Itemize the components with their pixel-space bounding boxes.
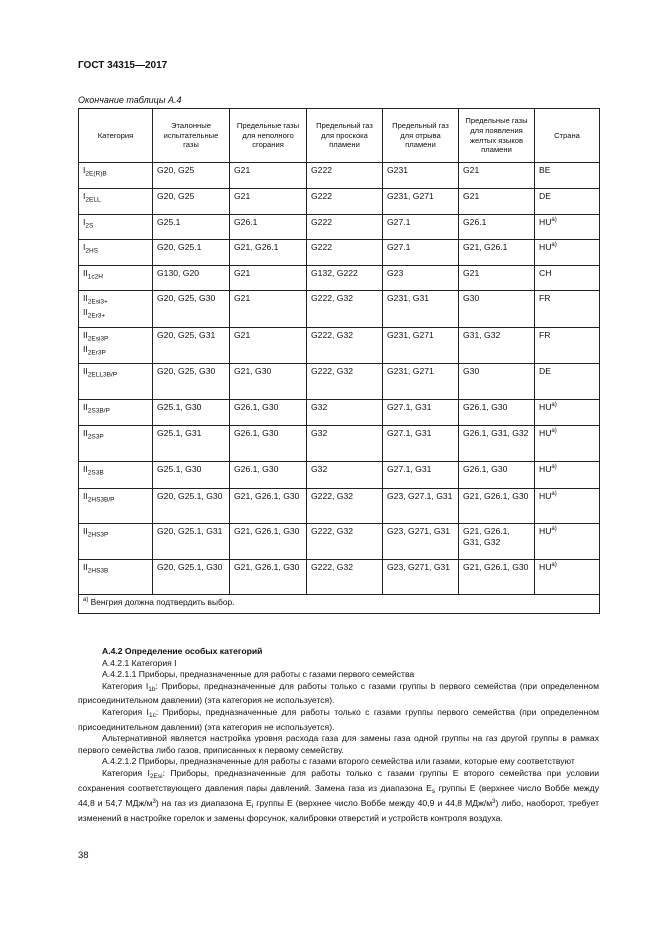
category-subscript: 2ELL3B/P [87, 371, 118, 379]
category-base: I [83, 217, 86, 227]
category-code [83, 562, 148, 576]
category-subscript: 1c2H [87, 273, 103, 281]
country-cell [535, 400, 600, 426]
incomplete-combustion-cell: G26.1, G30 [230, 400, 307, 426]
flame-lift-cell: G27.1, G31 [383, 462, 459, 489]
yellow-tip-cell: G21 [459, 189, 535, 215]
col-header-country: Страна [535, 109, 600, 163]
category-base: II [83, 562, 88, 572]
country-footnote-mark: a) [551, 526, 557, 533]
col-header-yellow-tip: Предельные газы для появления желтых языков пламени [459, 109, 535, 163]
footnote-mark: a) [83, 597, 89, 604]
country-cell [535, 163, 600, 189]
text-run: группы E (верхнее число Воббе между 44,8 и 54,7 МДж/м [78, 782, 599, 809]
category-code [83, 165, 148, 179]
country-code: HU [539, 217, 552, 227]
reference-gases-cell: G25.1, G30 [153, 400, 230, 426]
paragraph [78, 681, 599, 707]
table-row [79, 215, 600, 240]
category-code [83, 217, 148, 231]
category-code [83, 402, 148, 416]
flame-lift-cell: G27.1, G31 [383, 426, 459, 462]
category-base: I [83, 191, 86, 201]
category-cell [79, 524, 153, 560]
text-run: : Приборы, предназначенные для работы только с газами группы первого семейства (при определенном присоединительном давлении) (эта категория не используется). [78, 706, 600, 732]
category-base: II [83, 343, 88, 354]
reference-gases-cell: G130, G20 [153, 266, 230, 291]
text-run: Категория I [102, 680, 149, 691]
category-base: II [83, 428, 88, 438]
flame-lift-cell: G27.1, G31 [383, 400, 459, 426]
text-run: Категория I [102, 767, 150, 778]
light-back-cell: G222, G32 [307, 489, 383, 524]
category-base: II [83, 526, 88, 536]
country-code: FR [539, 330, 551, 340]
table-row [79, 489, 600, 524]
category-base: I [83, 165, 86, 175]
table-header-row [79, 109, 600, 163]
yellow-tip-cell: G21, G26.1, G31, G32 [459, 524, 535, 560]
category-cell [79, 215, 153, 240]
table-caption: Окончание таблицы А.4 [78, 95, 182, 105]
page-number: 38 [78, 850, 89, 861]
category-cell [79, 240, 153, 266]
category-subscript: 2S3B/P [87, 407, 110, 415]
category-base: II [83, 491, 88, 501]
country-cell [535, 426, 600, 462]
category-cell [79, 400, 153, 426]
country-cell [535, 328, 600, 364]
yellow-tip-cell: G26.1, G31, G32 [459, 426, 535, 462]
light-back-cell: G222, G32 [307, 291, 383, 328]
col-header-incomplete-combustion: Предельные газы для неполного сгорания [230, 109, 307, 163]
category-cell [79, 364, 153, 400]
category-code [83, 366, 148, 380]
flame-lift-cell: G23, G271, G31 [383, 524, 459, 560]
table-row [79, 400, 600, 426]
incomplete-combustion-cell: G21, G26.1 [230, 240, 307, 266]
subscript: i [251, 803, 254, 811]
category-cell [79, 489, 153, 524]
col-header-light-back: Предельный газ для проскока пламени [307, 109, 383, 163]
country-code: HU [539, 428, 552, 438]
incomplete-combustion-cell: G21 [230, 328, 307, 364]
category-code [83, 242, 148, 256]
flame-lift-cell: G231 [383, 163, 459, 189]
category-code [83, 526, 148, 540]
footnote-text: Венгрия должна подтвердить выбор. [90, 597, 235, 607]
category-subscript: 2HS [85, 247, 99, 255]
country-cell [535, 524, 600, 560]
category-code [83, 491, 148, 505]
category-base: II [83, 268, 88, 278]
category-cell [79, 328, 153, 364]
category-base: II [83, 366, 88, 376]
yellow-tip-cell: G21, G26.1 [459, 240, 535, 266]
light-back-cell: G222 [307, 163, 383, 189]
flame-lift-cell: G27.1 [383, 240, 459, 266]
country-code: HU [539, 464, 552, 474]
country-code: HU [539, 526, 552, 536]
flame-lift-cell: G231, G271 [383, 328, 459, 364]
incomplete-combustion-cell: G26.1, G30 [230, 462, 307, 489]
country-cell [535, 462, 600, 489]
yellow-tip-cell: G30 [459, 291, 535, 328]
category-code [83, 191, 148, 205]
subscript: 2Esi [149, 772, 163, 780]
country-cell [535, 266, 600, 291]
category-subscript: 2Esi3+ [87, 298, 108, 306]
reference-gases-cell: G20, G25, G30 [153, 291, 230, 328]
category-cell [79, 426, 153, 462]
category-subscript: 2Er3P [87, 349, 106, 357]
text-run: Категория I [102, 706, 149, 717]
table-row [79, 560, 600, 595]
country-code: HU [539, 562, 552, 572]
reference-gases-cell: G20, G25 [153, 189, 230, 215]
category-subscript: 2HS3B/P [87, 496, 115, 504]
category-cell [79, 163, 153, 189]
country-code: CH [539, 268, 552, 278]
col-header-reference-gases: Эталонные испытательные газы [153, 109, 230, 163]
reference-gases-cell: G20, G25 [153, 163, 230, 189]
flame-lift-cell: G231, G271 [383, 189, 459, 215]
reference-gases-cell: G20, G25.1, G30 [153, 560, 230, 595]
category-subscript: 2ELL [85, 196, 101, 204]
category-subscript: 2E(R)B [85, 170, 107, 178]
category-code [83, 268, 148, 282]
country-footnote-mark: a) [551, 402, 557, 409]
col-header-flame-lift: Предельный газ для отрыва пламени [383, 109, 459, 163]
table-row [79, 462, 600, 489]
category-code [83, 293, 148, 307]
table-row [79, 266, 600, 291]
category-code [83, 428, 148, 442]
incomplete-combustion-cell: G21, G26.1, G30 [230, 489, 307, 524]
light-back-cell: G222 [307, 215, 383, 240]
category-base: II [83, 293, 88, 303]
reference-gases-cell: G20, G25, G30 [153, 364, 230, 400]
table-footnote [79, 595, 600, 614]
table-row [79, 524, 600, 560]
flame-lift-cell: G27.1 [383, 215, 459, 240]
subscript: s [431, 787, 436, 795]
document-title: ГОСТ 34315—2017 [78, 60, 168, 71]
table-row [79, 240, 600, 266]
category-subscript: 2S3B [87, 469, 104, 477]
incomplete-combustion-cell: G21, G26.1, G30 [230, 560, 307, 595]
paragraph: А.4.2.1.2 Приборы, предназначенные для работы с газами второго семейства или газами, которые ему соответствуют [102, 756, 575, 767]
incomplete-combustion-cell: G26.1, G30 [230, 426, 307, 462]
superscript: 3 [492, 799, 496, 806]
reference-gases-cell: G20, G25, G31 [153, 328, 230, 364]
category-base: II [83, 402, 88, 412]
yellow-tip-cell: G26.1, G30 [459, 462, 535, 489]
yellow-tip-cell: G26.1, G30 [459, 400, 535, 426]
flame-lift-cell: G231, G31 [383, 291, 459, 328]
country-cell [535, 215, 600, 240]
table-row [79, 328, 600, 364]
subscript: 1b [148, 685, 156, 693]
country-footnote-mark: a) [551, 562, 557, 569]
country-footnote-mark: a) [551, 242, 557, 249]
category-cell [79, 560, 153, 595]
country-code: DE [539, 191, 551, 201]
category-subscript: 2Esi3P [87, 335, 109, 343]
col-header-category: Категория [79, 109, 153, 163]
flame-lift-cell: G23 [383, 266, 459, 291]
category-cell [79, 266, 153, 291]
yellow-tip-cell: G21, G26.1, G30 [459, 560, 535, 595]
country-footnote-mark: a) [551, 491, 557, 498]
category-code [83, 464, 148, 478]
country-footnote-mark: a) [551, 464, 557, 471]
category-code [83, 307, 148, 321]
paragraph [78, 707, 599, 733]
yellow-tip-cell: G21, G26.1, G30 [459, 489, 535, 524]
light-back-cell: G222 [307, 189, 383, 215]
reference-gases-cell: G25.1, G30 [153, 462, 230, 489]
reference-gases-cell: G20, G25.1, G30 [153, 489, 230, 524]
country-cell [535, 489, 600, 524]
subscript: 1c [148, 711, 156, 719]
text-run: : Приборы, предназначенные для работы только с газами группы Е второго семейства при условии сохранения соответствующего давления пары давлений. Замена газа из диапазона E [78, 767, 599, 793]
light-back-cell: G222 [307, 240, 383, 266]
yellow-tip-cell: G30 [459, 364, 535, 400]
category-subscript: 2S [85, 222, 94, 230]
incomplete-combustion-cell: G21 [230, 163, 307, 189]
text-run: : Приборы, предназначенные для работы только с газами группы b первого семейства (при определенном присоединительном давлении) (эта категория не используется). [78, 680, 599, 706]
country-code: DE [539, 366, 551, 376]
category-subscript: 2Er3+ [87, 312, 106, 320]
yellow-tip-cell: G21 [459, 163, 535, 189]
light-back-cell: G222, G32 [307, 524, 383, 560]
category-subscript: 2HS3P [87, 531, 109, 539]
country-footnote-mark: a) [551, 217, 557, 224]
country-code: FR [539, 293, 551, 303]
country-footnote-mark: a) [551, 428, 557, 435]
text-run: ) либо, наоборот, требует изменений в настройке горелок и замены форсунок, калибровки отверстий и устройств контроля воздуха. [78, 798, 600, 823]
incomplete-combustion-cell: G21 [230, 266, 307, 291]
light-back-cell: G132, G222 [307, 266, 383, 291]
country-code: BE [539, 165, 551, 175]
light-back-cell: G32 [307, 400, 383, 426]
incomplete-combustion-cell: G26.1 [230, 215, 307, 240]
light-back-cell: G32 [307, 426, 383, 462]
light-back-cell: G222, G32 [307, 560, 383, 595]
table-footnote-row [79, 595, 600, 614]
category-base: II [83, 464, 88, 474]
country-cell [535, 291, 600, 328]
category-base: II [83, 306, 88, 317]
table-row [79, 364, 600, 400]
reference-gases-cell: G20, G25.1, G31 [153, 524, 230, 560]
gas-categories-table [78, 108, 600, 614]
country-cell [535, 364, 600, 400]
incomplete-combustion-cell: G21, G26.1, G30 [230, 524, 307, 560]
flame-lift-cell: G231, G271 [383, 364, 459, 400]
category-code [83, 344, 148, 358]
table-row [79, 291, 600, 328]
incomplete-combustion-cell: G21 [230, 189, 307, 215]
flame-lift-cell: G23, G27.1, G31 [383, 489, 459, 524]
incomplete-combustion-cell: G21 [230, 291, 307, 328]
country-cell [535, 189, 600, 215]
country-code: HU [539, 491, 552, 501]
country-code: HU [539, 242, 552, 252]
category-cell [79, 291, 153, 328]
yellow-tip-cell: G21 [459, 266, 535, 291]
category-subscript: 2HS3B [87, 567, 109, 575]
superscript: 3 [152, 799, 156, 806]
section-body [78, 646, 599, 824]
text-run: ) на газ из диапазона E [155, 798, 252, 809]
reference-gases-cell: G20, G25.1 [153, 240, 230, 266]
table-row [79, 189, 600, 215]
text-run: группы E (верхнее число Воббе между 40,9 и 44,8 МДж/м [253, 798, 493, 809]
country-code: HU [539, 402, 552, 412]
light-back-cell: G32 [307, 462, 383, 489]
table-row [79, 163, 600, 189]
light-back-cell: G222, G32 [307, 364, 383, 400]
yellow-tip-cell: G31, G32 [459, 328, 535, 364]
category-cell [79, 462, 153, 489]
paragraph: А.4.2.1 Категория I [102, 657, 177, 668]
table-row [79, 426, 600, 462]
country-cell [535, 560, 600, 595]
yellow-tip-cell: G26.1 [459, 215, 535, 240]
category-code [83, 330, 148, 344]
category-cell [79, 189, 153, 215]
category-base: I [83, 242, 86, 252]
section-heading: А.4.2 Определение особых категорий [102, 646, 263, 656]
light-back-cell: G222, G32 [307, 328, 383, 364]
country-cell [535, 240, 600, 266]
reference-gases-cell: G25.1 [153, 215, 230, 240]
category-base: II [83, 330, 88, 340]
flame-lift-cell: G23, G271, G31 [383, 560, 459, 595]
category-subscript: 2S3P [87, 433, 104, 441]
paragraph: А.4.2.1.1 Приборы, предназначенные для работы с газами первого семейства [102, 669, 415, 680]
paragraph [78, 768, 599, 824]
reference-gases-cell: G25.1, G31 [153, 426, 230, 462]
incomplete-combustion-cell: G21, G30 [230, 364, 307, 400]
paragraph: Альтернативной является настройка уровня расхода газа для замены газа одной группы на газ другой группы в рамках первого семейства либо газов, приписанных к первому семейству. [78, 733, 599, 755]
